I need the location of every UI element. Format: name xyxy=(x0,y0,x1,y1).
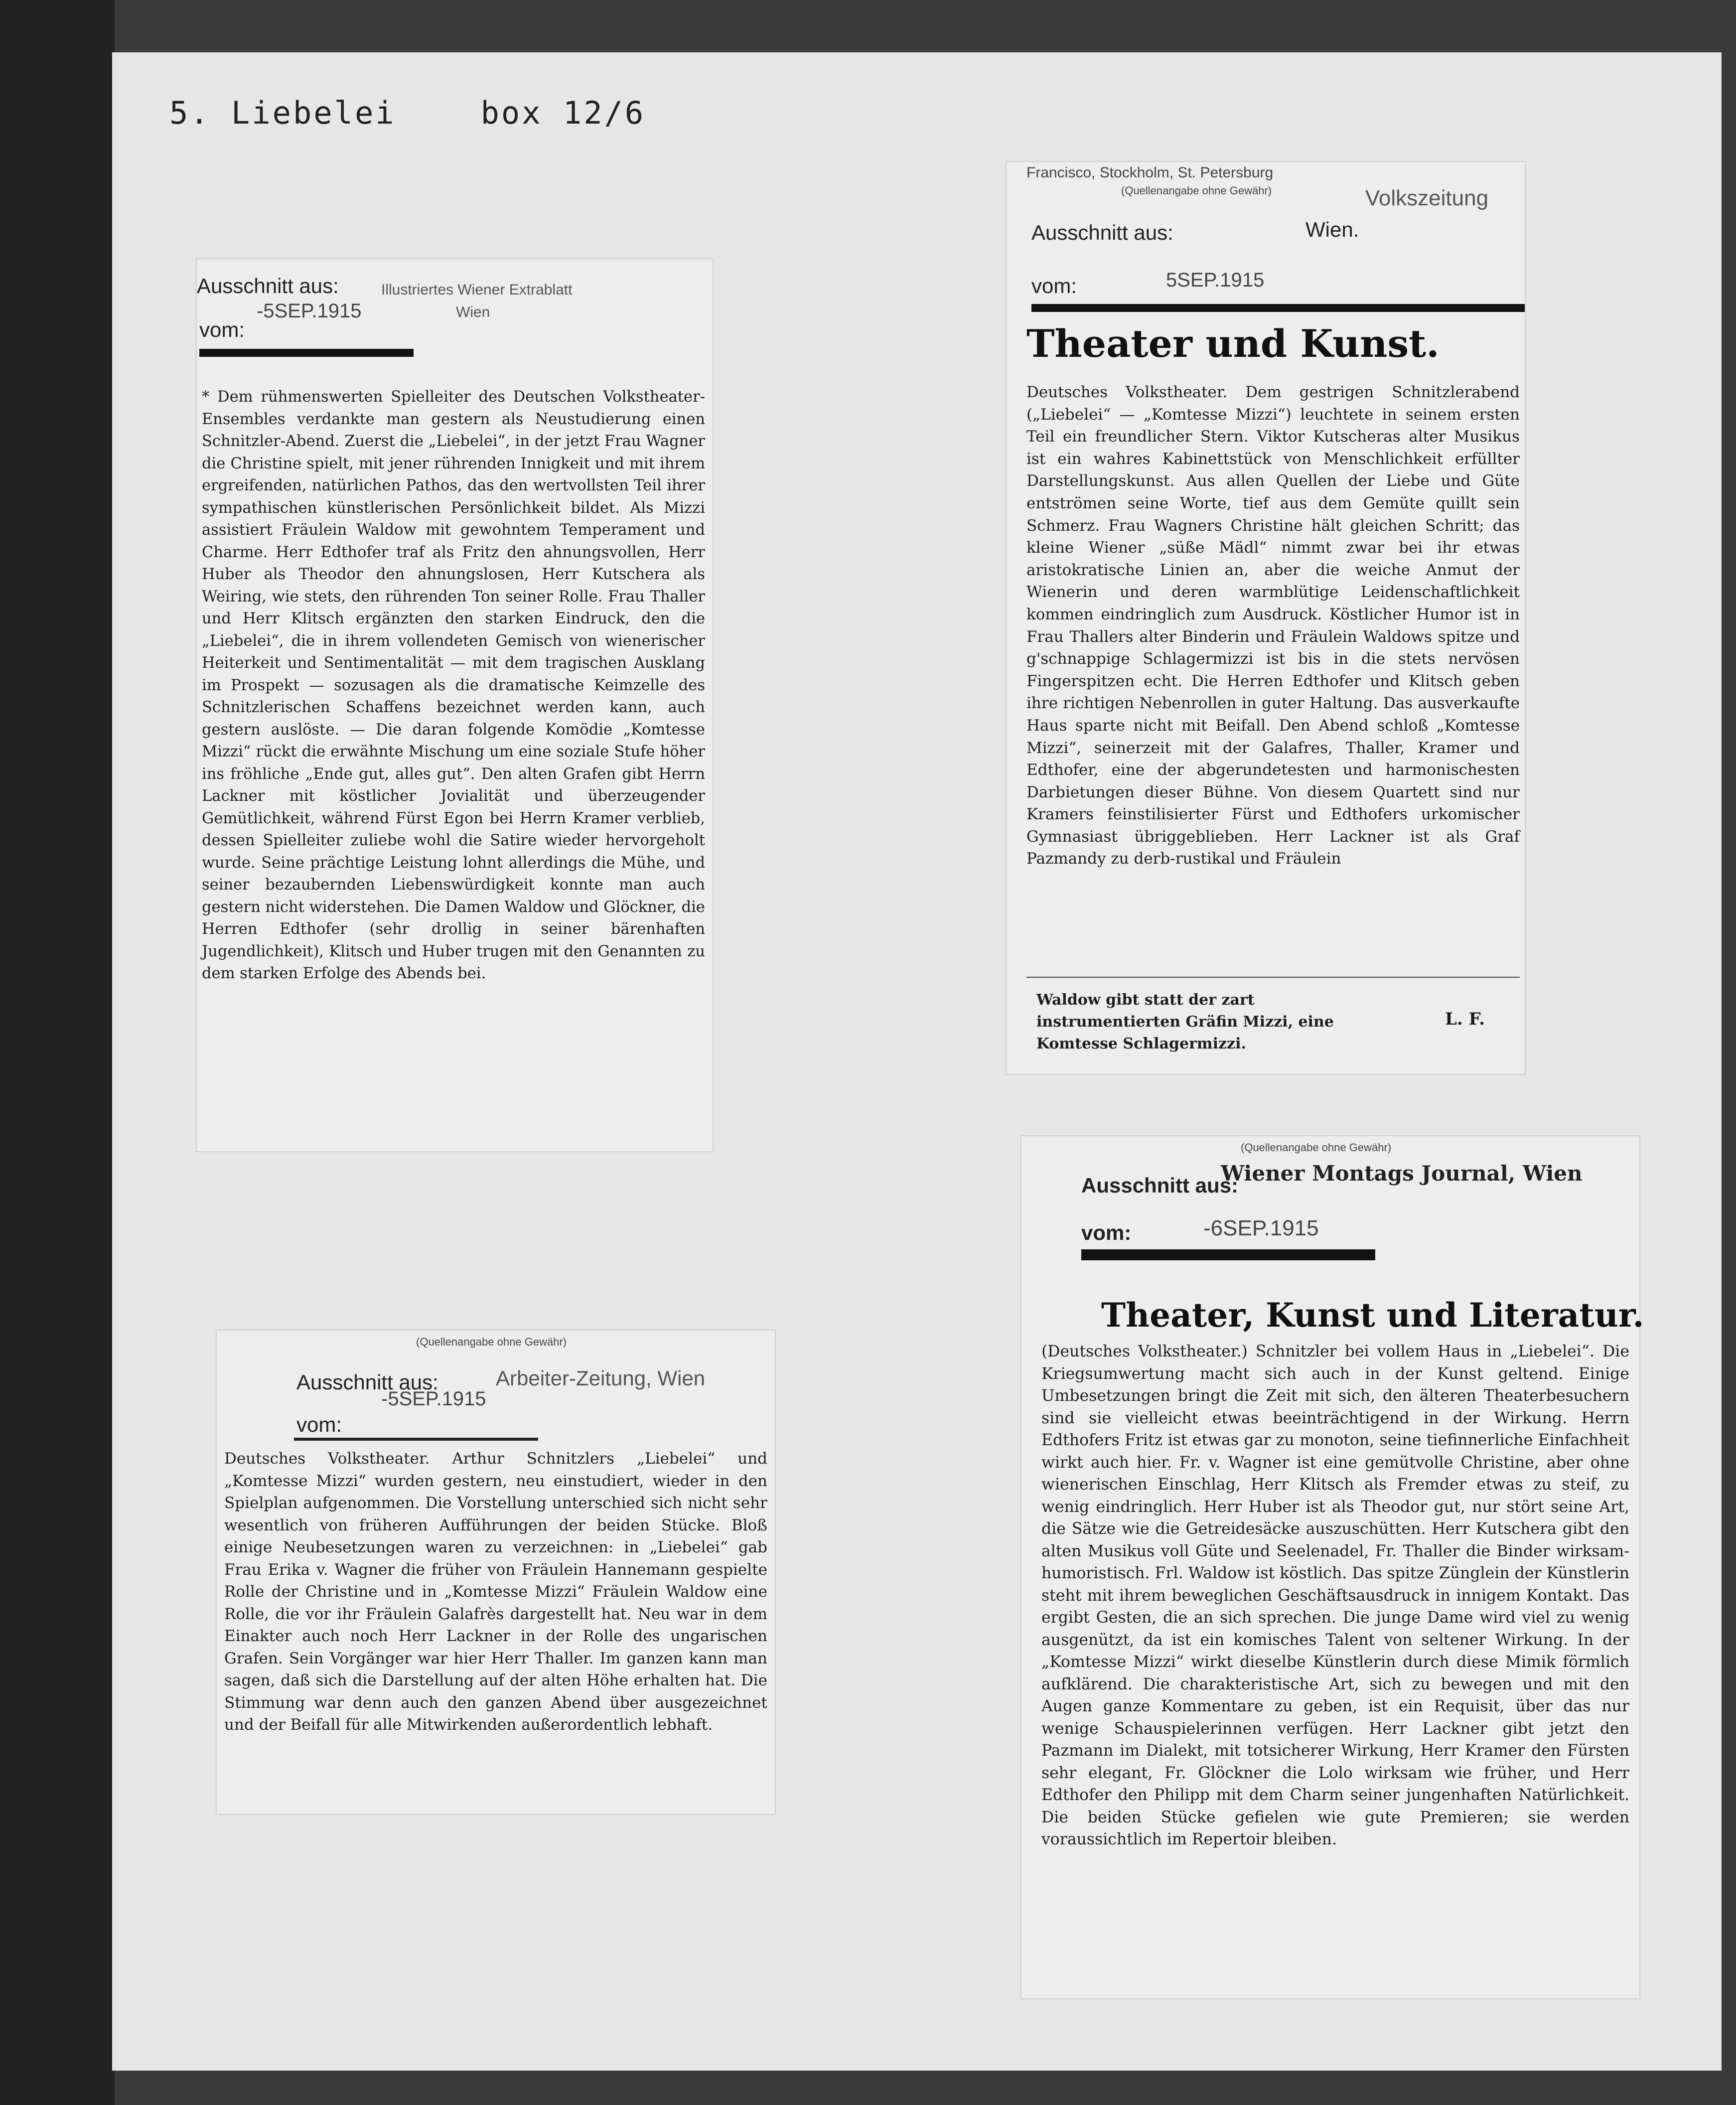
source-note: (Quellenangabe ohne Gewähr) xyxy=(1121,184,1272,197)
label-from: Ausschnitt aus: xyxy=(296,1370,438,1394)
article-body xyxy=(1041,1341,1629,1851)
article-text: (Deutsches Volkstheater.) Schnitzler bei vollem Haus in „Liebelei“. Die Kriegsumwertung macht sich auch in der Kunst geltend. Einige Umbesetzungen bringt die Zeit mit sich, den älteren Theaterbesuchern sind sie vielleicht etwas beeinträchtigend in der Wirkung. Herrn Edthofers Fritz ist etwas gar zu monoton, seine tiefinnerliche Einfachheit wirkt auch hier. Fr. v. Wagner ist eine gemütvolle Christine, aber ohne wienerischen Einschlag, Herr Klitsch als Fremder etwas zu steif, zu wenig eindringlich. Herr Huber ist als Theodor gut, nur stört seine Art, die Sätze wie die Getreidesäcke auszuschütten. Herr Kutschera gibt den alten Musikus voll Güte und Seelenadel, Fr. Thaller die Binder wirksam-humoristisch. Frl. Waldow ist köstlich. Das spitze Zünglein der Künstlerin steht mit ihrem beweglichen Geschäftsausdruck in innigem Kontakt. Das ergibt Gesten, die an sich sprechen. Die junge Dame wird viel zu wenig ausgenützt, da ist ein komisches Talent von seltener Wirkung. In der „Komtesse Mizzi“ wirkt dieselbe Künstlerin durch diese Mimik förmlich aufklärend. Die charakteristische Art, sich zu bewegen und mit den Augen ganze Kommentare zu geben, ist ein Requisit, über das nur wenige Schauspielerinnen verfügen. Herr Lackner gibt jetzt den Pazmann im Dialekt, mit totsicherer Wirkung, Herr Kramer den Fürsten sehr elegant, Fr. Glöckner die Lolo wirksam wie früher, und Herr Edthofer den Philipp mit dem Charm seiner jungenhaften Natürlichkeit. Die beiden Stücke gefielen wie gute Premieren; sie werden voraussichtlich im Repertoir bleiben. xyxy=(1041,1343,1629,1848)
article-text: Deutsches Volkstheater. Dem gestrigen Schnitzlerabend („Liebelei“ — „Komtesse Mizzi“) leuchtete in seinem ersten Teil ein freundlicher Stern. Viktor Kutscheras alter Musikus ist ein wahres Kabinettstück von Menschlichkeit erfüllter Darstellungskunst. Aus allen Quellen der Liebe und Güte entströmen seine Worte, tief aus dem Gemüte quillt sein Schmerz. Frau Wagners Christine hält gleichen Schritt; das kleine Wiener „süße Mädl“ nimmt zwar bei ihr etwas aristokratische Linien an, aber die weiche Anmut der Wienerin und deren warmblütige Leidenschaftlichkeit kommen eindringlich zum Ausdruck. Köstlicher Humor ist in Frau Thallers alter Binderin und Fräulein Waldows spitze und g'schnappige Schlagermizzi ist bis in die stets nervösen Fingerspitzen echt. Die Herren Edthofer und Klitsch geben ihre richtigen Nebenrollen in guter Haltung. Das ausverkaufte Haus sparte nicht mit Beifall. Den Abend schloß „Komtesse Mizzi“, seinerzeit mit der Galafres, Thaller, Kramer und Edthofer, eine der abgerundetesten und harmonischesten Darbietungen dieser Bühne. Von diesem Quartett sind nur Kramers feinstilisierter Fürst und Edthofers urkomischer Gymnasiast übriggeblieben. Herr Lackner ist als Graf Pazmandy zu derb-rustikal und Fräulein xyxy=(1026,383,1520,868)
scan-edge-left xyxy=(0,0,115,2105)
label-date: vom: xyxy=(296,1413,342,1436)
date-stamp: 5SEP.1915 xyxy=(1166,269,1265,291)
label-from: Ausschnitt aus: xyxy=(1081,1174,1239,1197)
folder-header xyxy=(169,95,730,131)
headline: Theater, Kunst und Literatur. xyxy=(1101,1296,1644,1335)
column-rule xyxy=(1026,977,1520,978)
source-note: (Quellenangabe ohne Gewähr) xyxy=(1241,1141,1392,1154)
header-rule xyxy=(294,1438,538,1441)
signature: L. F. xyxy=(1445,1009,1485,1029)
source-name: Wiener Montags Journal, Wien xyxy=(1221,1161,1583,1186)
article-continuation xyxy=(1036,989,1395,1055)
label-date: vom: xyxy=(199,318,245,341)
label-from: Ausschnitt aus: xyxy=(1031,221,1173,244)
date-stamp: -6SEP.1915 xyxy=(1203,1216,1319,1240)
article-body xyxy=(1026,381,1520,870)
source-city: Wien. xyxy=(1305,218,1359,241)
source-name: Volkszeitung xyxy=(1365,186,1489,210)
clipping-montags-journal xyxy=(1021,1136,1644,1998)
article-body xyxy=(202,386,705,985)
source-city: Wien xyxy=(456,304,490,320)
source-fragment: Francisco, Stockholm, St. Petersburg xyxy=(1026,164,1274,181)
headline: Theater und Kunst. xyxy=(1026,321,1440,366)
article-text: Deutsches Volkstheater. Arthur Schnitzlers „Liebelei“ und „Komtesse Mizzi“ wurden gestern, neu einstudiert, wieder in den Spielplan aufgenommen. Die Vorstellung unterschied sich nicht sehr wesentlich von früheren Aufführungen der beiden Stücke. Bloß einige Neubesetzungen waren zu verzeichnen: in „Liebelei“ gab Frau Erika v. Wagner die früher von Fräulein Hannemann gespielte Rolle der Christine und in „Komtesse Mizzi“ Fräulein Waldow eine Rolle, die vor ihr Fräulein Galafrès dargestellt hat. Neu war in dem Einakter auch noch Herr Lackner in der Rolle des ungarischen Grafen. Sein Vorgänger war hier Herr Thaller. Im ganzen kann man sagen, daß sich die Darstellung auf der alten Höhe erhalten hat. Die Stimmung war denn auch den ganzen Abend über ausgezeichnet und der Beifall für alle Mitwirkenden außerordentlich lebhaft. xyxy=(224,1450,767,1734)
folder-label: 5. Liebelei xyxy=(169,95,396,131)
date-underline xyxy=(199,349,414,357)
date-stamp: -5SEP.1915 xyxy=(257,300,362,322)
box-label: box 12/6 xyxy=(480,95,646,131)
continuation-text: Waldow gibt statt der zart instrumentierten Gräfin Mizzi, eine Komtesse Schlagermizzi. xyxy=(1036,991,1334,1052)
clipping-volkszeitung xyxy=(1007,162,1525,1074)
source-stamp: Arbeiter-Zeitung, Wien xyxy=(496,1366,706,1390)
date-underline xyxy=(1081,1249,1375,1260)
source-stamp: Illustriertes Wiener Extrablatt xyxy=(381,282,573,298)
article-text: * Dem rühmenswerten Spielleiter des Deutschen Volkstheater-Ensembles verdankte man gestern als Neustudierung einen Schnitzler-Abend. Zuerst die „Liebelei“, in der jetzt Frau Wagner die Christine spielt, mit jener rührenden Innigkeit und mit ihrem ergreifenden, natürlichen Pathos, das den wertvollsten Teil ihrer sympathischen künstlerischen Persönlichkeit bildet. Als Mizzi assistiert Fräulein Waldow mit gewohntem Temperament und Charme. Herr Edthofer traf als Fritz den ahnungsvollen, Herr Huber als Theodor den ahnungslosen, Herr Kutschera als Weiring, wie stets, den rührenden Ton seiner Rolle. Frau Thaller und Herr Klitsch ergänzten den starken Eindruck, den die „Liebelei“, die in ihrem vollendeten Gemisch von wienerischer Heiterkeit und Sentimentalität — mit dem tragischen Ausklang im Prospekt — sozusagen als die dramatische Keimzelle des Schnitzlerischen Schaffens bezeichnet werden kann, auch gestern auslöste. — Die daran folgende Komödie „Komtesse Mizzi“ rückt die erwähnte Mischung um eine soziale Stufe höher ins fröhliche „Ende gut, alles gut“. Den alten Grafen gibt Herrn Lackner mit köstlicher Jovialität und überzeugender Gemütlichkeit, während Fürst Egon bei Herrn Kramer verblieb, dessen Spielleiter zuliebe wohl die Satire wieder hervorgeholt wurde. Seine prächtige Leistung lohnt allerdings die Mühe, und seiner bezaubernden Liebenswürdigkeit konnte man auch gestern nicht widerstehen. Die Damen Waldow und Glöckner, die Herren Edthofer (sehr drollig in seiner bärenhaften Jugendlichkeit), Klitsch und Huber trugen mit den Genannten zu dem starken Erfolge des Abends bei. xyxy=(202,388,705,982)
article-body xyxy=(224,1448,767,1736)
clipping-arbeiter-zeitung xyxy=(217,1331,775,1814)
source-note: (Quellenangabe ohne Gewähr) xyxy=(416,1336,567,1348)
label-date: vom: xyxy=(1081,1221,1132,1244)
date-stamp: -5SEP.1915 xyxy=(381,1388,486,1410)
label-from: Ausschnitt aus: xyxy=(197,274,339,298)
date-underline xyxy=(1031,304,1525,312)
clipping-extrablatt xyxy=(197,259,713,1151)
label-date: vom: xyxy=(1031,274,1077,298)
